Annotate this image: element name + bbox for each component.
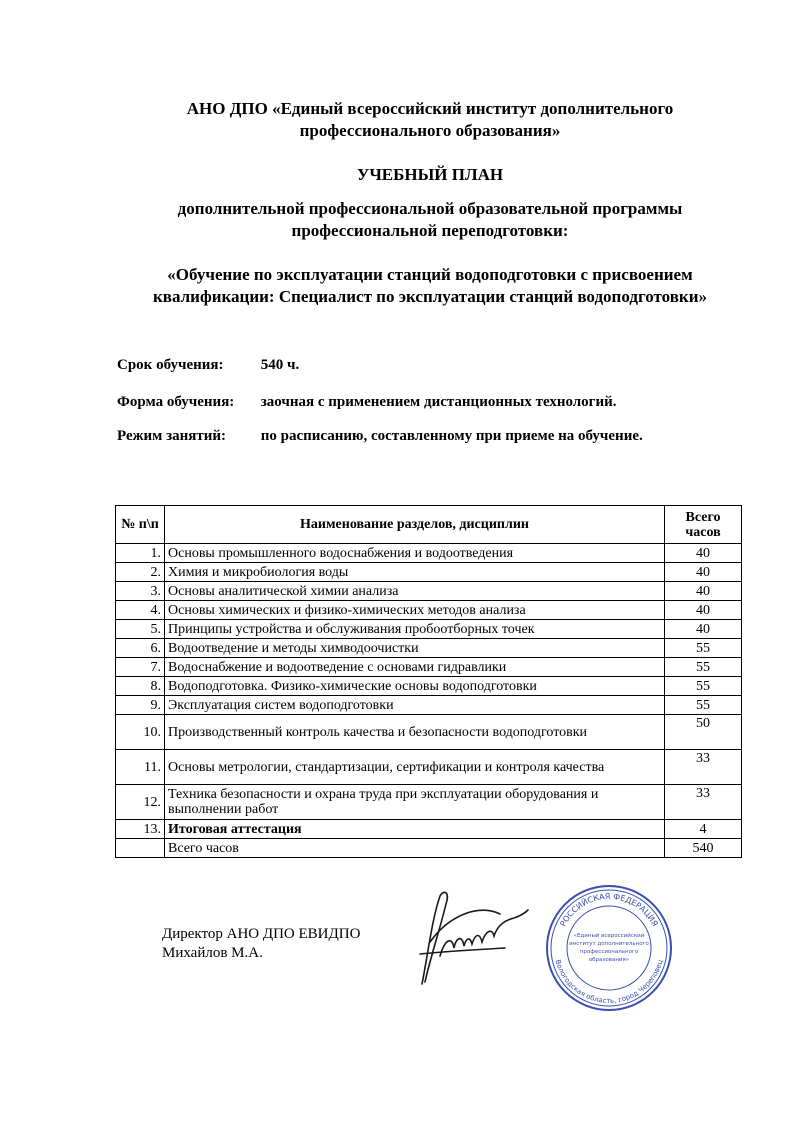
row-hours: 33 bbox=[665, 750, 742, 785]
row-number: 2. bbox=[116, 563, 165, 582]
total-label: Всего часов bbox=[165, 839, 665, 858]
row-number: 9. bbox=[116, 696, 165, 715]
info-term bbox=[117, 357, 299, 374]
table-row bbox=[116, 785, 742, 820]
row-number: 4. bbox=[116, 601, 165, 620]
info-form bbox=[117, 394, 617, 411]
row-discipline: Итоговая аттестация bbox=[165, 820, 665, 839]
table-row bbox=[116, 658, 742, 677]
row-discipline: Водоснабжение и водоотведение с основами гидравлики bbox=[165, 658, 665, 677]
row-discipline: Техника безопасности и охрана труда при эксплуатации оборудования и выполнении работ bbox=[165, 785, 665, 820]
table-row bbox=[116, 601, 742, 620]
row-hours: 40 bbox=[665, 620, 742, 639]
total-num-cell bbox=[116, 839, 165, 858]
table-row bbox=[116, 544, 742, 563]
row-number: 5. bbox=[116, 620, 165, 639]
row-number: 10. bbox=[116, 715, 165, 750]
row-discipline: Производственный контроль качества и безопасности водоподготовки bbox=[165, 715, 665, 750]
row-hours: 55 bbox=[665, 639, 742, 658]
svg-text:профессионального: профессионального bbox=[579, 949, 639, 955]
table-row bbox=[116, 639, 742, 658]
director-title: Директор АНО ДПО ЕВИДПО bbox=[162, 926, 361, 942]
info-term-value: 540 ч. bbox=[260, 357, 300, 373]
svg-text:«Единый всероссийский: «Единый всероссийский bbox=[573, 933, 645, 939]
row-discipline: Принципы устройства и обслуживания пробоотборных точек bbox=[165, 620, 665, 639]
col-hours-header: Всего часов bbox=[665, 506, 742, 544]
row-number: 11. bbox=[116, 750, 165, 785]
row-discipline: Основы промышленного водоснабжения и водоотведения bbox=[165, 544, 665, 563]
row-number: 1. bbox=[116, 544, 165, 563]
row-hours: 4 bbox=[665, 820, 742, 839]
svg-text:институт дополнительного: институт дополнительного bbox=[569, 941, 649, 947]
row-number: 3. bbox=[116, 582, 165, 601]
row-hours: 40 bbox=[665, 582, 742, 601]
col-num-header: № п\п bbox=[116, 506, 165, 544]
row-number: 7. bbox=[116, 658, 165, 677]
row-number: 8. bbox=[116, 677, 165, 696]
table-row bbox=[116, 582, 742, 601]
program-type: дополнительной профессиональной образовательной программы профессиональной переподготовки: bbox=[177, 199, 683, 240]
official-seal bbox=[544, 883, 674, 1013]
row-number: 12. bbox=[116, 785, 165, 820]
row-hours: 50 bbox=[665, 715, 742, 750]
info-mode-label: Режим занятий: bbox=[117, 428, 227, 444]
row-hours: 40 bbox=[665, 563, 742, 582]
row-discipline: Водоотведение и методы химводоочистки bbox=[165, 639, 665, 658]
director-name: Михайлов М.А. bbox=[162, 945, 263, 961]
table-row bbox=[116, 677, 742, 696]
row-number: 13. bbox=[116, 820, 165, 839]
row-hours: 33 bbox=[665, 785, 742, 820]
row-hours: 40 bbox=[665, 544, 742, 563]
curriculum-body bbox=[116, 544, 742, 839]
table-row bbox=[116, 820, 742, 839]
row-number: 6. bbox=[116, 639, 165, 658]
info-form-label: Форма обучения: bbox=[117, 394, 235, 410]
program-name: «Обучение по эксплуатации станций водоподготовки с присвоением квалификации: Специалист по эксплуатации станций водоподготовки» bbox=[152, 265, 707, 306]
info-term-label: Срок обучения: bbox=[117, 357, 224, 373]
row-discipline: Основы аналитической химии анализа bbox=[165, 582, 665, 601]
row-hours: 55 bbox=[665, 677, 742, 696]
svg-text:РОССИЙСКАЯ ФЕДЕРАЦИЯ: РОССИЙСКАЯ ФЕДЕРАЦИЯ bbox=[558, 891, 660, 929]
svg-text:Вологодская область, город Чер: Вологодская область, город Череповец bbox=[553, 958, 665, 1006]
table-row bbox=[116, 715, 742, 750]
row-discipline: Эксплуатация систем водоподготовки bbox=[165, 696, 665, 715]
table-row bbox=[116, 620, 742, 639]
plan-title: УЧЕБНЫЙ ПЛАН bbox=[356, 165, 504, 184]
row-discipline: Водоподготовка. Физико-химические основы водоподготовки bbox=[165, 677, 665, 696]
table-row bbox=[116, 563, 742, 582]
row-discipline: Химия и микробиология воды bbox=[165, 563, 665, 582]
col-name-header: Наименование разделов, дисциплин bbox=[165, 506, 665, 544]
row-hours: 40 bbox=[665, 601, 742, 620]
signature-block bbox=[162, 925, 360, 963]
svg-text:образования»: образования» bbox=[588, 957, 630, 963]
total-hours: 540 bbox=[665, 839, 742, 858]
table-row bbox=[116, 750, 742, 785]
curriculum-table bbox=[115, 505, 742, 858]
info-mode-value: по расписанию, составленному при приеме на обучение. bbox=[260, 428, 643, 444]
handwritten-signature bbox=[410, 884, 535, 994]
info-mode bbox=[117, 428, 643, 445]
row-discipline: Основы метрологии, стандартизации, сертификации и контроля качества bbox=[165, 750, 665, 785]
row-hours: 55 bbox=[665, 696, 742, 715]
row-discipline: Основы химических и физико-химических методов анализа bbox=[165, 601, 665, 620]
info-form-value: заочная с применением дистанционных технологий. bbox=[260, 394, 617, 410]
table-row bbox=[116, 696, 742, 715]
row-hours: 55 bbox=[665, 658, 742, 677]
org-name: АНО ДПО «Единый всероссийский институт дополнительного профессионального образования» bbox=[186, 99, 674, 140]
